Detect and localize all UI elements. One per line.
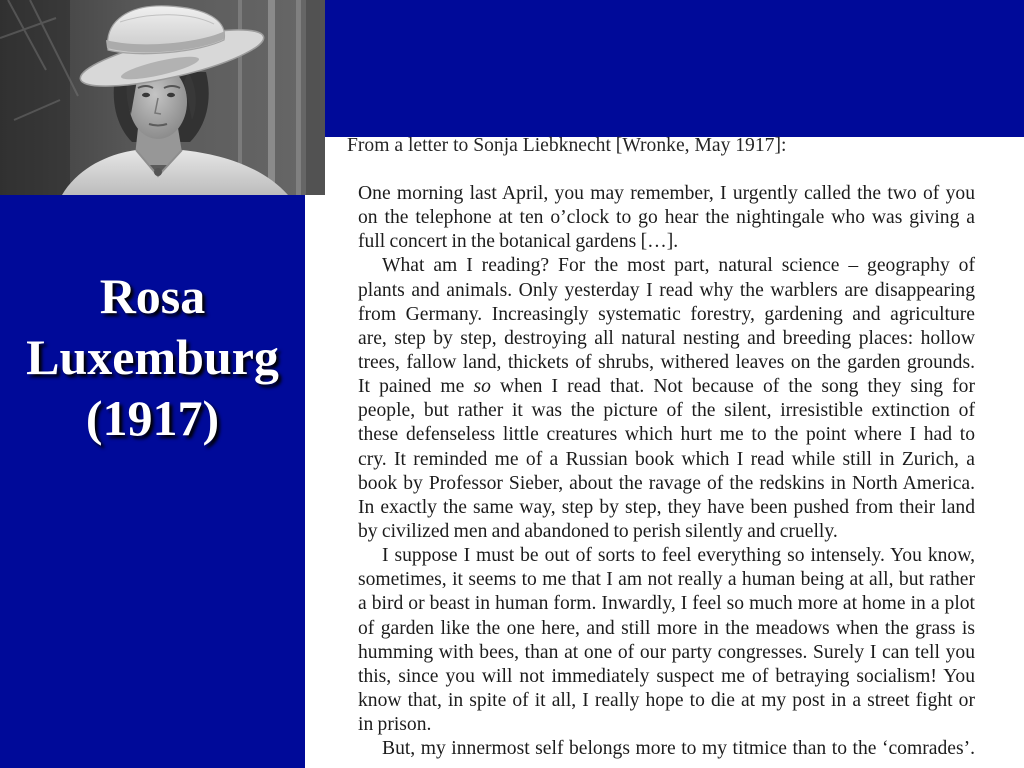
letter-line: this, since you will not immediately suspect me of betraying socialism! You	[358, 665, 975, 687]
letter-line: But, my innermost self belongs more to my titmice than to the ‘comrades’.	[382, 738, 975, 760]
letter-line: know that, in spite of it all, I really hope to die at my post in a street fight or	[358, 689, 975, 711]
letter-line	[358, 375, 975, 399]
letter-line: I suppose I must be out of sorts to feel everything so intensely. You know,	[382, 545, 975, 567]
letter-body	[358, 182, 975, 761]
letter-line: these defenseless little creatures which hurt me to the point where I had to	[358, 424, 975, 446]
letter-line: What am I reading? For the most part, natural science – geography of	[382, 255, 975, 277]
text-segment: when I read that. Not because of the song they sing for	[490, 376, 975, 398]
letter-line: people, but rather it was the picture of the silent, irresistible extinction of	[358, 400, 975, 422]
portrait-photo	[0, 0, 325, 195]
letter-line: In exactly the same way, step by step, they have been pushed from their land	[358, 496, 975, 518]
letter-line: book by Professor Sieber, about the ravage of the redskins in North America.	[358, 472, 975, 494]
letter-heading: From a letter to Sonja Liebknecht [Wronke, May 1917]:	[347, 135, 787, 156]
letter-line: humming with bees, than at one of our party congresses. Surely I can tell you	[358, 641, 975, 663]
letter-line: of garden like the one here, and still more in the meadows when the grass is	[358, 617, 975, 639]
letter-paragraph	[358, 182, 975, 254]
letter-line: One morning last April, you may remember, I urgently called the two of you	[358, 183, 975, 204]
letter-line: a bird or beast in human form. Inwardly, I feel so much more at home in a plot	[358, 593, 975, 615]
slide-title: Rosa Luxemburg (1917)	[26, 268, 279, 446]
italic-emphasis: so	[473, 376, 491, 398]
letter-paragraph	[358, 737, 975, 761]
letter-line: by civilized men and abandoned to perish silently and cruelly.	[358, 520, 838, 542]
letter-line: on the telephone at ten o’clock to go hear the nightingale who was giving a	[358, 207, 975, 229]
letter-line: full concert in the botanical gardens […].	[358, 231, 679, 253]
letter-line: cry. It reminded me of a Russian book which I read while still in Zurich, a	[358, 448, 975, 470]
letter-line: from Germany. Increasingly systematic forestry, gardening and agriculture	[358, 303, 975, 325]
letter-paragraph	[358, 254, 975, 544]
letter-line: in prison.	[358, 714, 432, 736]
letter-line: sometimes, it seems to me that I am not really a human being at all, but rather	[358, 569, 975, 591]
text-segment: It pained me	[358, 376, 474, 398]
letter-paragraph	[358, 544, 975, 737]
letter-line: trees, fallow land, thickets of shrubs, withered leaves on the garden grounds.	[358, 351, 975, 373]
letter-line: plants and animals. Only yesterday I read why the warblers are disappearing	[358, 279, 975, 301]
letter-line: are, step by step, destroying all natural nesting and breeding places: hollow	[358, 327, 975, 349]
letter-panel	[305, 137, 1024, 768]
